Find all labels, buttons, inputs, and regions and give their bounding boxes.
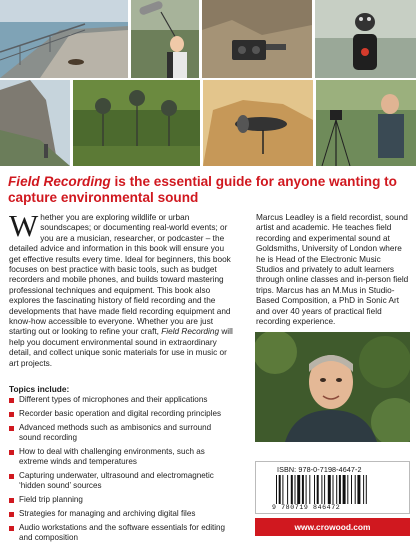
bullet-square-icon <box>9 412 14 417</box>
author-bio: Marcus Leadley is a field recordist, sound artist and academic. He teaches field recording and experimental sound at Goldsmiths, University of London where he is Head of the Electronic Music Studios and privately to adult learners through online classes and in-person field trips. Marcus has an M.Mus in Studio-Based Composition, a PhD in Sonic Art and over 40 years of practical field recording experience. <box>256 213 409 327</box>
intro-book-title: Field Recording <box>161 327 220 337</box>
author-portrait-photo <box>255 332 410 442</box>
barcode-graphic <box>276 475 394 504</box>
publisher-url[interactable]: www.crowood.com <box>255 518 410 536</box>
microphone-in-grass-photo <box>73 80 200 166</box>
bullet-square-icon <box>9 526 14 531</box>
ambisonic-microphone-photo <box>315 0 416 78</box>
drop-cap: W <box>9 208 39 243</box>
list-item: Advanced methods such as ambisonics and surround sound recording <box>9 423 235 443</box>
barcode-digits: 9 780719 846472 <box>272 504 341 511</box>
boom-microphone-photo <box>131 0 199 78</box>
recordist-with-headphones-photo <box>316 80 416 166</box>
recorder-on-rocks-photo <box>202 0 312 78</box>
intro-part1: hether you are exploring wildlife or urban soundscapes; or documenting real-world events; or you are a musician, researcher, or podcaster – the detailed advice and information in this book will ensure you get effective results every time. Ideal for beginners, this book focuses on best practice with basic tools, such as budget recorders and mobile phones, and builds toward mastering professional techniques and equipment. This book also explores the fascinating history of field recording and the developments that have made field recording equipment and know-how accessible to everyone. Whether you are just starting out or looking to refine your craft, <box>9 213 231 337</box>
bullet-square-icon <box>9 426 14 431</box>
topics-heading: Topics include: <box>9 384 70 394</box>
list-item: Strategies for managing and archiving digital files <box>9 509 235 519</box>
riverside-walkway-photo <box>0 0 128 78</box>
topics-list <box>9 395 235 546</box>
isbn-barcode-box <box>255 461 410 514</box>
bullet-square-icon <box>9 498 14 503</box>
list-item: How to deal with challenging environments, such as extreme winds and temperatures <box>9 447 235 467</box>
bullet-square-icon <box>9 474 14 479</box>
bullet-square-icon <box>9 398 14 403</box>
isbn-number: ISBN: 978-0-7198-4647-2 <box>277 465 362 474</box>
headline-rest: is the essential guide for anyone wanting to capture environmental sound <box>8 174 397 205</box>
cliff-coastline-photo <box>0 80 70 166</box>
intro-part3: will help you document environmental sound in extraordinary detail, and collect unique sonic materials for use in music or art projects. <box>9 327 233 368</box>
bullet-square-icon <box>9 450 14 455</box>
list-item: Capturing underwater, ultrasound and electromagnetic ‘hidden sound’ sources <box>9 471 235 491</box>
list-item: Recorder basic operation and digital recording principles <box>9 409 235 419</box>
intro-paragraph <box>9 208 234 369</box>
list-item: Field trip planning <box>9 495 235 505</box>
photo-strip <box>0 0 416 166</box>
list-item: Audio workstations and the software essentials for editing and composition <box>9 523 235 543</box>
headline <box>8 174 412 206</box>
headline-title: Field Recording <box>8 174 111 189</box>
list-item: Different types of microphones and their applications <box>9 395 235 405</box>
bullet-square-icon <box>9 512 14 517</box>
rock-formation-photo <box>203 80 313 166</box>
